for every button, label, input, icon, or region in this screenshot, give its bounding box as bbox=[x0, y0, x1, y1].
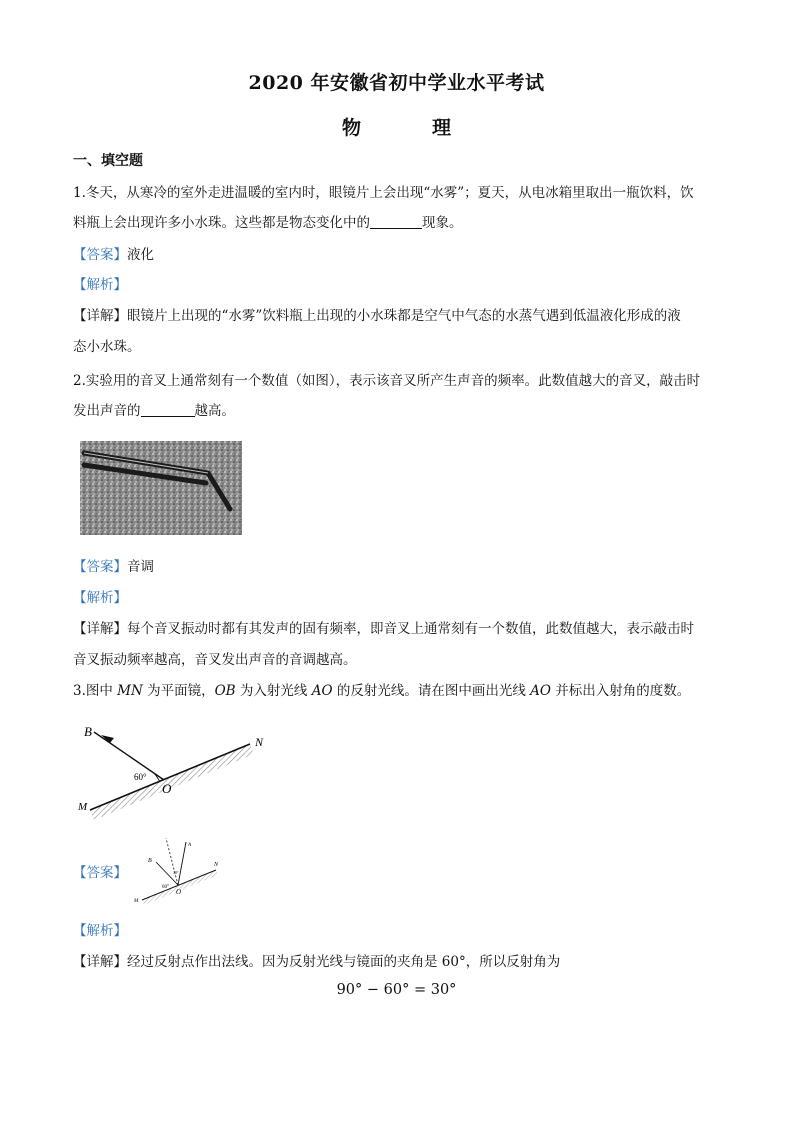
angle-arc bbox=[154, 773, 160, 782]
answer-label-m: M bbox=[134, 899, 139, 904]
equation: 90° − 60° = 30° bbox=[336, 982, 457, 998]
answer-label-angle: 60° bbox=[162, 885, 169, 890]
answer-label-b: B bbox=[148, 858, 152, 864]
detail-label: 【详解】 bbox=[73, 308, 127, 324]
q2-text-line2-b: 越高。 bbox=[194, 403, 235, 419]
q2-answer bbox=[73, 557, 154, 577]
label-n: N bbox=[255, 735, 264, 749]
section-heading: 一、填空题 bbox=[73, 153, 143, 169]
q2-text-line2 bbox=[73, 401, 235, 421]
mirror-line bbox=[90, 744, 250, 810]
q1-detail-line2: 态小水珠。 bbox=[73, 339, 141, 355]
q2-detail-line1 bbox=[73, 619, 694, 639]
q3-ob: OB bbox=[214, 683, 236, 699]
q3-text-d: 的反射光线。请在图中画出光线 bbox=[332, 683, 531, 699]
label-b: B bbox=[84, 724, 92, 739]
q1-analysis-label: 【解析】 bbox=[73, 277, 127, 293]
q3-text-e: 并标出入射角的度数。 bbox=[550, 683, 691, 699]
answer-label-angle2: 30° bbox=[173, 870, 179, 875]
q3-analysis-label: 【解析】 bbox=[73, 923, 127, 939]
tuning-fork-photo bbox=[80, 441, 242, 535]
detail-label: 【详解】 bbox=[73, 954, 127, 970]
q2-detail-text1: 每个音叉振动时都有其发声的固有频率，即音叉上通常刻有一个数值，此数值越大，表示敲击时 bbox=[127, 621, 694, 637]
answer-label: 【答案】 bbox=[73, 559, 127, 575]
q3-text-b: 为平面镜， bbox=[142, 683, 215, 699]
answer-label-o: O bbox=[176, 888, 182, 896]
q1-text-line2-a: 料瓶上会出现许多小水珠。这些都是物态变化中的 bbox=[73, 215, 370, 231]
mirror-diagram bbox=[74, 714, 274, 826]
q1-text-line2 bbox=[73, 213, 463, 233]
q3-text-line1 bbox=[73, 681, 690, 701]
q1-detail-line1 bbox=[73, 306, 681, 326]
answer-label-n: N bbox=[214, 862, 219, 868]
q1-answer bbox=[73, 245, 154, 265]
q1-answer-value: 液化 bbox=[127, 247, 154, 263]
exam-title: 2020 年安徽省初中学业水平考试 bbox=[248, 72, 545, 94]
q3-answer-label: 【答案】 bbox=[73, 865, 127, 881]
answer-label-a: A bbox=[188, 843, 192, 848]
detail-label: 【详解】 bbox=[73, 621, 127, 637]
answer-ray-ao bbox=[178, 842, 186, 885]
answer-label: 【答案】 bbox=[73, 247, 127, 263]
q2-analysis-label: 【解析】 bbox=[73, 590, 127, 606]
normal-line bbox=[166, 838, 178, 885]
q3-ao2: AO bbox=[530, 683, 551, 699]
q1-blank bbox=[370, 214, 422, 229]
q3-detail-line1 bbox=[73, 952, 560, 972]
subject-title: 物 理 bbox=[341, 117, 477, 139]
q3-text-c: 为入射光线 bbox=[235, 683, 312, 699]
answer-diagram bbox=[132, 834, 224, 908]
q2-text-line2-a: 发出声音的 bbox=[73, 403, 141, 419]
label-o: O bbox=[162, 781, 172, 796]
q3-text-a: 3.图中 bbox=[73, 683, 118, 699]
reflected-ray-ob bbox=[94, 732, 164, 780]
q2-text-line1: 2.实验用的音叉上通常刻有一个数值（如图），表示该音叉所产生声音的频率。此数值越大的音叉，敲击时 bbox=[73, 373, 701, 389]
q1-detail-text1: 眼镜片上出现的“水雾”饮料瓶上出现的小水珠都是空气中气态的水蒸气遇到低温液化形成的液 bbox=[127, 308, 681, 324]
label-angle: 60° bbox=[134, 772, 147, 782]
q1-text-line2-b: 现象。 bbox=[422, 215, 463, 231]
label-m: M bbox=[78, 801, 88, 813]
q2-blank bbox=[141, 402, 195, 417]
q3-mn: MN bbox=[117, 683, 143, 699]
q2-answer-value: 音调 bbox=[127, 559, 154, 575]
q1-text-line1: 1.冬天，从寒冷的室外走进温暖的室内时，眼镜片上会出现“水雾”；夏天，从电冰箱里取出一瓶饮料，饮 bbox=[73, 185, 694, 201]
mirror-hatching bbox=[90, 744, 254, 820]
q3-detail-text1: 经过反射点作出法线。因为反射光线与镜面的夹角是 60°，所以反射角为 bbox=[127, 954, 561, 970]
q3-ao: AO bbox=[311, 683, 333, 699]
q2-detail-line2: 音叉振动频率越高，音叉发出声音的音调越高。 bbox=[73, 652, 357, 668]
